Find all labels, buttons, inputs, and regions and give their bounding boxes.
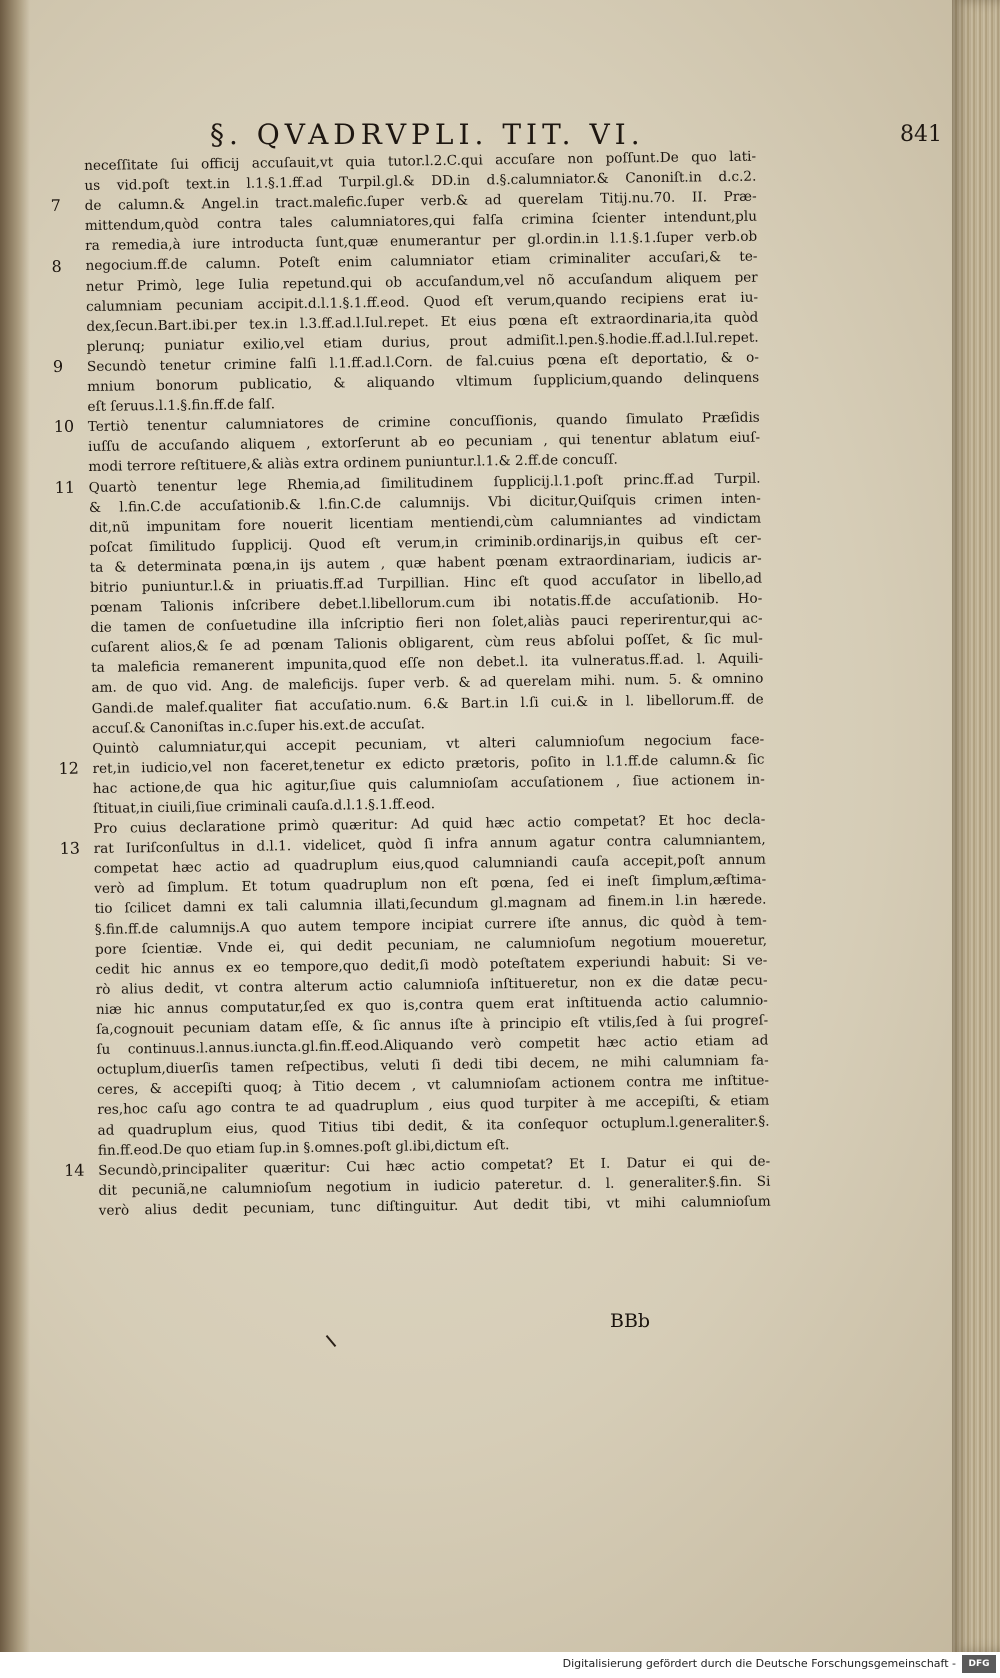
margin-number: 12 bbox=[58, 758, 80, 778]
text-line: cuſarent alios,& ſe ad pœnam Talionis obligarent, cùm reus abſolui poſſet, & ſic mul- bbox=[90, 630, 763, 657]
text-line: hac actione,de qua hic agitur,ſiue quis calumnioſam accuſationem , ſiue actionem in- bbox=[92, 771, 765, 797]
text-line: plerunq; puniatur exilio,vel etiam durius, prout admiſit.l.pen.§.hodie.ff.ad.l.Iul.repet. bbox=[86, 329, 759, 355]
text-line: rò alius dedit, vt contra alterum actio calumnioſa inſtitueretur, non ex die datæ pecu- bbox=[95, 972, 768, 998]
text-line: Quintò calumniatur,qui accepit pecuniam, vt alteri calumnioſum negocium face- bbox=[92, 731, 765, 757]
text-line: bitrio puniuntur.l.& in priuatis.ff.ad Turpillian. Hinc eſt quod accuſator in libello,ad bbox=[89, 570, 763, 596]
signature-mark: BBb bbox=[610, 1310, 651, 1332]
footer-credit: Digitalisierung gefördert durch die Deutsche Forschungsgemeinschaft - bbox=[562, 1657, 956, 1670]
text-line: dit pecuniã,ne calumnioſum negotium in iudicio pateretur. d. l. generaliter.§.fin. Si bbox=[98, 1173, 771, 1199]
text-line: Tertiò tenentur calumniatores de crimine concuſſionis, quando ſimulato Præſidis bbox=[87, 409, 760, 436]
text-line: iuſſu de accuſando aliquem , extorſerunt ab eo pecuniam , qui tenentur ablatum eiuſ- bbox=[87, 429, 761, 456]
text-line: rat Iuriſconſultus in d.l.1. videlicet, quòd ſi infra annum agatur contra calumniantem, bbox=[93, 831, 766, 858]
text-line: cedit hic annus ex eo tempore,quo dedit,ſi modò poteſtatem experiundi habuit: Si ve- bbox=[95, 952, 768, 978]
running-head bbox=[0, 118, 1000, 152]
text-line: pœnam Talionis inſcribere debet.l.libellorum.cum ibi notatis.ff.de accuſationib. Ho- bbox=[90, 590, 763, 617]
text-line: res,hoc caſu ago contra te ad quadruplum , eius quod turpiter à me accepiſti, & etiam bbox=[97, 1092, 770, 1119]
text-line: poſcat ſimilitudo ſupplicij. Quod eſt verum,in criminib.ordinarijs,in quibus eſt cer- bbox=[89, 530, 762, 556]
text-line: ſtituat,in ciuili,ſiue criminali cauſa.d.l.1.§.1.ff.eod. bbox=[93, 796, 436, 817]
text-line: ſa,cognouit pecuniam datam eſſe, & ſic annus iſte à principio eſt vtilis,ſed à ſui progreſ- bbox=[96, 1012, 769, 1038]
text-line: octuplum,diuerſis tamen reſpectibus, veluti ſi dedi tibi decem, ne mihi calumniam fa- bbox=[96, 1052, 769, 1079]
text-line: ra remedia,à iure introducta ſunt,quæ enumerantur per gl.ordin.in l.1.§.1.ſuper verb.ob bbox=[85, 228, 758, 255]
text-line: Quartò tenentur lege Rhemia,ad ſimilitudinem ſupplicij.l.1.poſt princ.ff.ad Turpil. bbox=[88, 470, 761, 496]
text-line: Pro cuius declaratione primò quæritur: Ad quid hæc actio competat? Et hoc decla- bbox=[93, 811, 766, 838]
text-line: de calumn.& Angel.in tract.malefic.ſuper verb.& ad querelam Titij.nu.70. II. Præ- bbox=[84, 188, 757, 215]
margin-number: 14 bbox=[64, 1160, 85, 1180]
text-line: verò alius dedit pecuniam, tunc diſtinguitur. Aut dedit tibi, vt mihi calumnioſum bbox=[98, 1193, 771, 1219]
text-line: & l.fin.C.de accuſationib.& l.fin.C.de calumnijs. Vbi dicitur,Quiſquis crimen inten- bbox=[88, 490, 761, 516]
text-line: neceſſitate ſui officij accuſauit,vt quia tutor.l.2.C.qui accuſare non poſſunt.De quo lati- bbox=[84, 148, 757, 174]
text-line: Secundò,principaliter quæritur: Cui hæc actio competat? Et I. Datur ei qui de- bbox=[98, 1153, 771, 1179]
margin-number: 10 bbox=[53, 416, 75, 437]
book-gutter bbox=[0, 0, 30, 1652]
digitization-footer bbox=[0, 1652, 1000, 1678]
text-line: pore ſcientiæ. Vnde ei, qui dedit pecuniam, ne calumnioſum negotium moueretur, bbox=[94, 932, 768, 958]
running-title: §. QVADRVPLI. TIT. VI. bbox=[210, 118, 645, 151]
text-line: modi terrore reſtituere,& aliàs extra ordinem puniuntur.l.1.& 2.ff.de concuſſ. bbox=[88, 451, 618, 476]
text-line: Secundò tenetur crimine falſi l.1.ff.ad.l.Corn. de fal.cuius pœna eſt deportatio, & o- bbox=[86, 349, 759, 375]
body-text bbox=[84, 147, 771, 1221]
text-line: §.fin.ff.de calumnijs.A quo autem tempore incipiat currere iſte annus, dic quòd à tem- bbox=[94, 912, 767, 938]
text-line: ret,in iudicio,vel non faceret,tenetur ex edicto prætoris, poſito in l.1.ff.de calumn.& ſic bbox=[92, 751, 765, 777]
folio-number: 841 bbox=[900, 122, 942, 147]
margin-number: 8 bbox=[51, 256, 62, 276]
text-line: negocium.ff.de calumn. Poteſt enim calumniator etiam criminaliter accuſari,& te- bbox=[85, 249, 758, 275]
text-line: eſt ſeruus.l.1.§.fin.ff.de falſ. bbox=[87, 396, 276, 416]
text-line: accuſ.& Canoniſtas in.c.ſuper his.ext.de accuſat. bbox=[91, 715, 426, 737]
text-line: ta & determinata pœna,in ijs autem , quæ habent pœnam extraordinariam, iudicis ar- bbox=[89, 550, 762, 576]
text-line: netur Primò, lege Iulia repetund.qui ob accuſandum,vel nõ accuſandum aliquem per bbox=[85, 269, 758, 295]
dfg-logo: DFG bbox=[962, 1655, 996, 1673]
text-line: verò ad ſimplum. Et totum quadruplum non eſt pœna, ſed ei ineſt ſimplum,æſtima- bbox=[94, 871, 767, 898]
text-line: die tamen de conſuetudine illa inſcriptio fieri non ſolet,aliàs pauci reperirentur,qui ac- bbox=[90, 610, 763, 637]
text-line: dex,ſecun.Bart.ibi.per tex.in l.3.ff.ad.l.Iul.repet. Et eius pœna eſt extraordinaria,ita quòd bbox=[86, 309, 759, 335]
text-line: am. de quo vid. Ang. de maleficijs. ſuper verb. & ad querelam mihi. num. 5. & omnino bbox=[91, 671, 764, 697]
margin-number: 13 bbox=[59, 839, 81, 859]
text-line: us vid.poſt text.in l.1.§.1.ff.ad Turpil.gl.& DD.in d.§.calumniator.& Canoniſt.in d.c.2. bbox=[84, 168, 757, 195]
margin-number: 7 bbox=[50, 196, 62, 216]
page-edges bbox=[952, 0, 1000, 1652]
text-line: tio ſcilicet damni ex tali calumnia illati,ſecundum gl.magnam ad finem.in l.in hærede. bbox=[94, 892, 767, 918]
text-line: mnium bonorum publicatio, & aliquando vltimum ſupplicium,quando delinquens bbox=[87, 369, 760, 396]
text-line: fin.ff.eod.De quo etiam ſup.in §.omnes.poſt gl.ibi,dictum eſt. bbox=[97, 1136, 510, 1159]
text-line: ceres, & accepiſti quoq; à Titio decem , vt calumnioſam actionem contra me inſtitue- bbox=[96, 1072, 770, 1099]
text-line: competat hæc actio ad quadruplum eius,quod calumniandi cauſa accepit,poſt annum bbox=[93, 851, 767, 878]
text-line: niæ hic annus computatur,ſed ex quo is,contra quem erat inſtituenda actio calumnio- bbox=[95, 992, 768, 1018]
text-line: dit,nũ impunitam fore nouerit licentiam mentiendi,cùm calumniantes ad vindictam bbox=[89, 510, 762, 536]
ink-mark bbox=[326, 1335, 337, 1347]
text-line: mittendum,quòd contra tales calumniatores,qui falſa crimina ſcienter intendunt,plu bbox=[84, 208, 758, 235]
text-line: Gandi.de malef.qualiter fiat accuſatio.num. 6.& Bart.in l.ſi cui.& in l. libellorum.ff. de bbox=[91, 691, 764, 717]
text-line: ad quadruplum eius, quod Titius tibi dedit, & ita conſequor octuplum.l.generaliter.§. bbox=[97, 1113, 770, 1139]
margin-number: 9 bbox=[52, 356, 64, 376]
text-line: ta maleficia remanerent impunita,quod eſſe non debet.l. ita vulneratus.ff.ad. l. Aquili- bbox=[91, 650, 764, 677]
text-line: ſu continuus.l.annus.iuncta.gl.fin.ff.eod.Aliquando verò competit hæc actio etiam ad bbox=[96, 1032, 769, 1059]
margin-number: 11 bbox=[54, 477, 76, 497]
text-line: calumniam pecuniam accipit.d.l.1.§.1.ff.eod. Quod eſt verum,quando recipiens erat iu- bbox=[85, 289, 759, 315]
